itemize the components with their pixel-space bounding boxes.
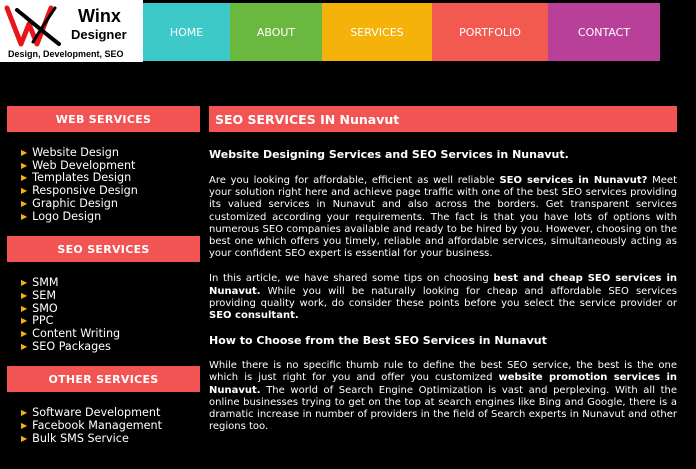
logo-brand-name: Winx <box>78 6 121 26</box>
sidebar-list-seo-services <box>7 262 200 366</box>
sidebar-item-sem[interactable]: ▶ SEM <box>21 288 56 302</box>
arrow-right-icon: ▶ <box>21 408 28 418</box>
sidebar-list-other-services <box>7 392 200 458</box>
nav-about[interactable]: ABOUT <box>230 3 322 61</box>
logo-brand-subname: Designer <box>71 27 127 42</box>
main-content <box>209 106 677 433</box>
sidebar-item-content-writing[interactable]: ▶ Content Writing <box>21 327 121 341</box>
sidebar-heading-web-services: WEB SERVICES <box>7 106 200 132</box>
sidebar-heading-seo-services: SEO SERVICES <box>7 236 200 262</box>
page-title: SEO SERVICES IN Nunavut <box>209 106 677 132</box>
arrow-right-icon: ▶ <box>21 160 28 170</box>
arrow-right-icon: ▶ <box>21 341 28 351</box>
nav-home[interactable]: HOME <box>143 3 230 61</box>
arrow-right-icon: ▶ <box>21 148 28 157</box>
nav-portfolio[interactable]: PORTFOLIO <box>432 3 548 61</box>
sidebar <box>7 106 200 459</box>
sidebar-item-website-design[interactable]: ▶ Website Design <box>21 146 119 159</box>
sidebar-item-responsive-design[interactable]: ▶ Responsive Design <box>21 184 138 198</box>
tips-paragraph: In this article, we have shared some tips on choosing best and cheap SEO services in Nunavut. While you will be naturally looking for cheap and affordable SEO services providing quality work, do consider these points before you select the service provider or SEO consultant. <box>209 273 677 322</box>
site-logo[interactable] <box>0 0 143 62</box>
choose-paragraph: While there is no specific thumb rule to define the best SEO service, the best is the one which is just right for you and offer you customized website promotion services in Nunavut. The world of Search Engine Optimization is vast and perplexing. With all the online businesses trying to get on the top at search engines like Bing and Google, there is a dramatic increase in number of providers in the field of Search experts in Nunavut and other regions too. <box>209 360 677 433</box>
sidebar-item-smm[interactable]: ▶ SMM <box>21 276 59 290</box>
sidebar-item-bulk-sms-service[interactable]: ▶ Bulk SMS Service <box>21 431 129 445</box>
arrow-right-icon: ▶ <box>21 433 28 443</box>
arrow-right-icon: ▶ <box>21 421 28 431</box>
arrow-right-icon: ▶ <box>21 316 28 326</box>
nav-contact[interactable]: CONTACT <box>548 3 660 61</box>
section-subheading: Website Designing Services and SEO Services in Nunavut. <box>209 148 569 161</box>
arrow-right-icon: ▶ <box>21 186 28 196</box>
sidebar-item-seo-packages[interactable]: ▶ SEO Packages <box>21 339 111 353</box>
sidebar-item-facebook-management[interactable]: ▶ Facebook Management <box>21 419 162 433</box>
sidebar-heading-other-services: OTHER SERVICES <box>7 366 200 392</box>
sidebar-item-ppc[interactable]: ▶ PPC <box>21 314 54 328</box>
sidebar-item-graphic-design[interactable]: ▶ Graphic Design <box>21 196 118 210</box>
arrow-right-icon: ▶ <box>21 211 28 221</box>
sidebar-item-web-development[interactable]: ▶ Web Development <box>21 158 136 172</box>
sidebar-item-software-development[interactable]: ▶ Software Development <box>21 406 161 420</box>
sidebar-list-web-services <box>7 132 200 236</box>
arrow-right-icon: ▶ <box>21 290 28 300</box>
sidebar-item-logo-design[interactable]: ▶ Logo Design <box>21 209 102 223</box>
arrow-right-icon: ▶ <box>21 329 28 339</box>
intro-paragraph: Are you looking for affordable, efficient as well reliable SEO services in Nunavut? Meet your solution right here and achieve page traffic with one of the best SEO services providing its valued services in Nunavut and also across the borders. Get transparent services customized according your requirements. The fact is that you have lots of options with numerous SEO companies available and ready to be hired by you. However, choosing on the best one which offers you timely, reliable and affordable services, simultaneously acting as your confident SEO expert is essential for your business. <box>209 175 677 260</box>
logo-tagline: Design, Development, SEO <box>8 49 124 59</box>
arrow-right-icon: ▶ <box>21 198 28 208</box>
sidebar-item-smo[interactable]: ▶ SMO <box>21 301 58 315</box>
main-nav <box>143 3 660 61</box>
sidebar-item-templates-design[interactable]: ▶ Templates Design <box>21 171 132 185</box>
arrow-right-icon: ▶ <box>21 278 28 288</box>
arrow-right-icon: ▶ <box>21 303 28 313</box>
logo-mark-icon <box>3 4 69 48</box>
section-subheading-choose: How to Choose from the Best SEO Services in Nunavut <box>209 334 547 348</box>
arrow-right-icon: ▶ <box>21 173 28 183</box>
nav-services[interactable]: SERVICES <box>322 3 432 61</box>
